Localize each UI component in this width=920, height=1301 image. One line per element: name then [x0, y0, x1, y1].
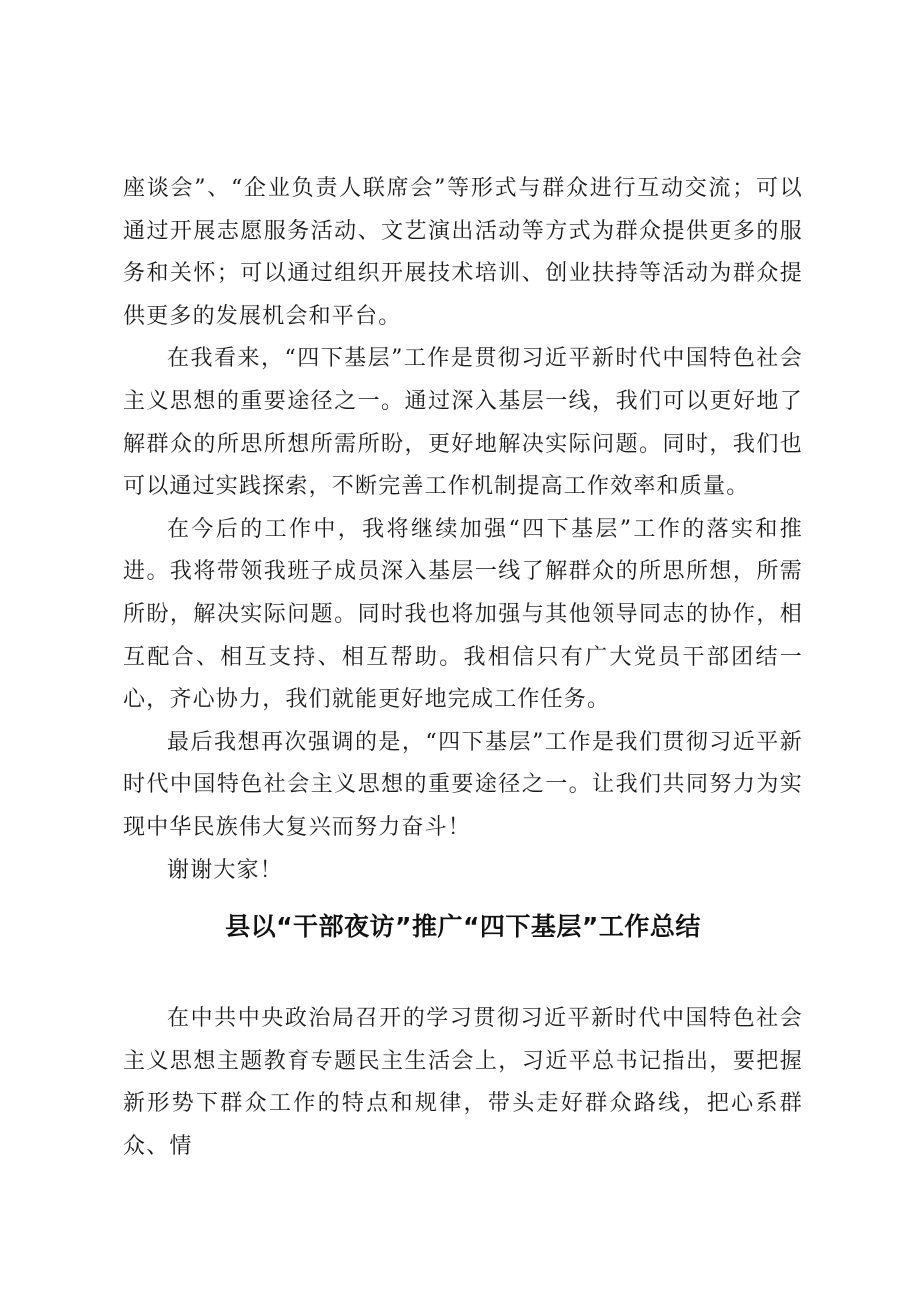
section-title: 县以“干部夜访”推广“四下基层”工作总结	[225, 912, 701, 942]
paragraph-thanks: 谢谢大家！	[167, 857, 284, 883]
paragraph-section-intro: 在中共中央政治局召开的学习贯彻习近平新时代中国特色社会主义思想主题教育专题民主生活会上，习近平总书记指出，要把握新形势下群众工作的特点和规律，带头走好群众路线，把心系群众、情	[123, 1006, 803, 1159]
section-spacer	[123, 950, 803, 998]
paragraph-continuation: 座谈会”、“企业负责人联席会”等形式与群众进行互动交流；可以通过开展志愿服务活动、文艺演出活动等方式为群众提供更多的服务和关怀；可以通过组织开展技术培训、创业扶持等活动为群众提供更多的发展机会和平台。	[123, 176, 803, 329]
paragraph-opinion: 在我看来，“四下基层”工作是贯彻习近平新时代中国特色社会主义思想的重要途径之一。通过深入基层一线，我们可以更好地了解群众的所思所想所需所盼，更好地解决实际问题。同时，我们也可以通过实践探索，不断完善工作机制提高工作效率和质量。	[123, 346, 803, 500]
document-body	[123, 168, 803, 1168]
paragraph-future-work: 在今后的工作中，我将继续加强“四下基层”工作的落实和推进。我将带领我班子成员深入基层一线了解群众的所思所想，所需所盼，解决实际问题。同时我也将加强与其他领导同志的协作，相互配合、相互支持、相互帮助。我相信只有广大党员干部团结一心，齐心协力，我们就能更好地完成工作任务。	[123, 516, 803, 713]
paragraph-conclusion: 最后我想再次强调的是，“四下基层”工作是我们贯彻习近平新时代中国特色社会主义思想的重要途径之一。让我们共同努力为实现中华民族伟大复兴而努力奋斗！	[123, 729, 803, 840]
